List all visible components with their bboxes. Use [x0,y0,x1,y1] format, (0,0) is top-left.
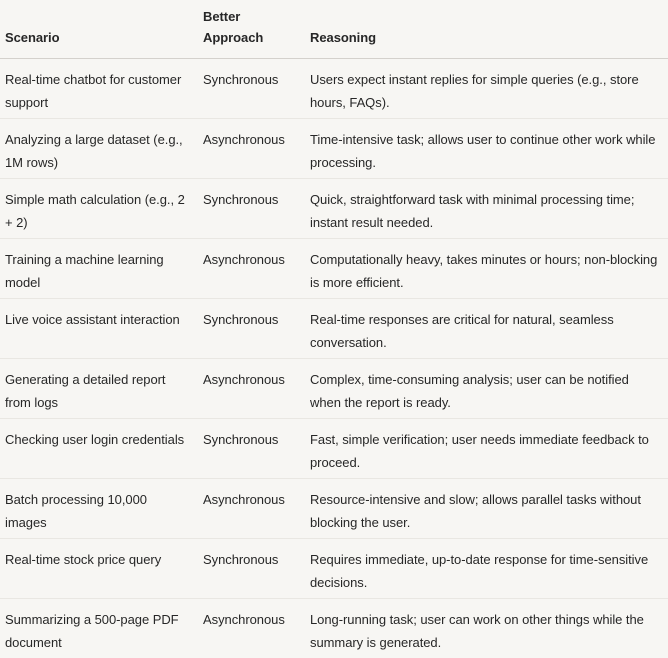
table-row [0,479,668,539]
approach-cell: Synchronous [198,299,305,359]
reasoning-cell: Resource-intensive and slow; allows parallel tasks without blocking the user. [305,479,668,539]
scenario-cell: Real-time stock price query [0,539,198,599]
table-row [0,299,668,359]
scenario-cell: Simple math calculation (e.g., 2 + 2) [0,179,198,239]
table-row [0,539,668,599]
scenario-cell: Checking user login credentials [0,419,198,479]
table-row [0,239,668,299]
scenario-cell: Real-time chatbot for customer support [0,59,198,119]
column-header-scenario: Scenario [0,0,198,59]
approach-cell: Asynchronous [198,239,305,299]
table-row [0,59,668,119]
approach-cell: Synchronous [198,179,305,239]
column-header-better-approach: Better Approach [198,0,305,59]
table-header-row [0,0,668,59]
column-header-reasoning: Reasoning [305,0,668,59]
approach-cell: Asynchronous [198,479,305,539]
scenario-cell: Summarizing a 500-page PDF document [0,599,198,658]
reasoning-cell: Users expect instant replies for simple queries (e.g., store hours, FAQs). [305,59,668,119]
table-row [0,599,668,658]
approach-cell: Synchronous [198,419,305,479]
approach-cell: Asynchronous [198,599,305,658]
reasoning-cell: Fast, simple verification; user needs immediate feedback to proceed. [305,419,668,479]
scenario-cell: Generating a detailed report from logs [0,359,198,419]
approach-cell: Asynchronous [198,119,305,179]
scenario-cell: Batch processing 10,000 images [0,479,198,539]
approach-cell: Asynchronous [198,359,305,419]
reasoning-cell: Computationally heavy, takes minutes or hours; non-blocking is more efficient. [305,239,668,299]
reasoning-cell: Complex, time-consuming analysis; user can be notified when the report is ready. [305,359,668,419]
reasoning-cell: Long-running task; user can work on other things while the summary is generated. [305,599,668,658]
scenario-cell: Live voice assistant interaction [0,299,198,359]
scenario-cell: Training a machine learning model [0,239,198,299]
reasoning-cell: Quick, straightforward task with minimal processing time; instant result needed. [305,179,668,239]
reasoning-cell: Requires immediate, up-to-date response for time-sensitive decisions. [305,539,668,599]
table-row [0,419,668,479]
reasoning-cell: Real-time responses are critical for natural, seamless conversation. [305,299,668,359]
scenario-cell: Analyzing a large dataset (e.g., 1M rows) [0,119,198,179]
table-row [0,179,668,239]
approach-cell: Synchronous [198,539,305,599]
table-row [0,359,668,419]
table-row [0,119,668,179]
approach-cell: Synchronous [198,59,305,119]
reasoning-cell: Time-intensive task; allows user to continue other work while processing. [305,119,668,179]
table-body [0,59,668,658]
